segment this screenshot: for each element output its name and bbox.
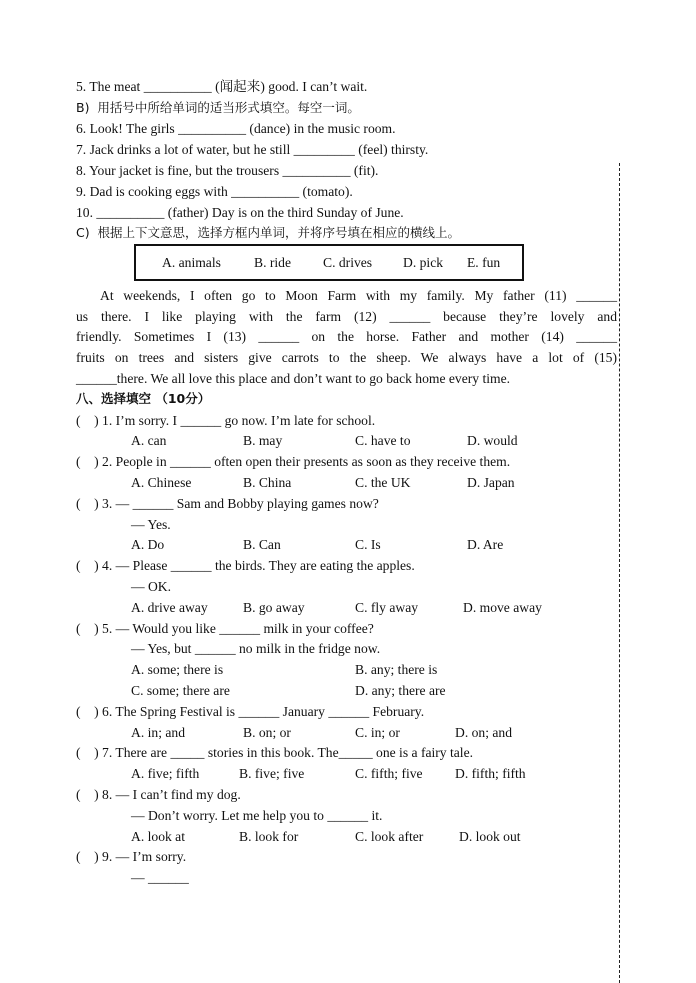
option-b: B. any; there is — [355, 662, 438, 677]
option-a: A. Chinese — [131, 475, 192, 490]
mc-question-1: ( ) 1. I’m sorry. I ______ go now. I’m late for school. — [76, 413, 376, 428]
option-b: B. on; or — [243, 725, 291, 740]
word-box — [134, 244, 524, 281]
passage-line: fruits on trees and sisters give carrots to the sheep. We always have a lot of (15) — [76, 350, 617, 365]
mc-question-2: ( ) 2. People in ______ often open their presents as soon as they receive them. — [76, 454, 511, 469]
question-9: 9. Dad is cooking eggs with __________ (tomato). — [76, 184, 353, 199]
option-d: D. Are — [467, 537, 504, 552]
option-c: C. the UK — [355, 475, 411, 490]
option-c: C. fifth; five — [355, 766, 423, 781]
option-b: B. look for — [239, 829, 299, 844]
option-b: B. five; five — [239, 766, 305, 781]
option-c: C. some; there are — [131, 683, 230, 698]
mc-question-5: ( ) 5. — Would you like ______ milk in your coffee? — [76, 621, 374, 636]
word-option: A. animals — [162, 255, 221, 270]
reply-line: — OK. — [131, 579, 172, 594]
question-7: 7. Jack drinks a lot of water, but he still _________ (feel) thirsty. — [76, 142, 429, 157]
option-a: A. in; and — [131, 725, 185, 740]
option-a: A. Do — [131, 537, 165, 552]
margin-dashed-line — [619, 163, 620, 983]
option-a: A. drive away — [131, 600, 208, 615]
mc-question-3: ( ) 3. — ______ Sam and Bobby playing games now? — [76, 496, 379, 511]
word-option: D. pick — [403, 255, 444, 270]
option-c: C. have to — [355, 433, 411, 448]
word-option: B. ride — [254, 255, 291, 270]
reply-line: — Don’t worry. Let me help you to ______ it. — [131, 808, 383, 823]
section-c-instruction: C) 根据上下文意思，选择方框内单词，并将序号填在相应的横线上。 — [76, 225, 461, 240]
option-b: B. go away — [243, 600, 305, 615]
option-c: C. in; or — [355, 725, 400, 740]
question-8: 8. Your jacket is fine, but the trousers __________ (fit). — [76, 163, 379, 178]
passage-line: us there. I like playing with the farm (12) ______ because they’re lovely and — [76, 309, 617, 324]
option-a: A. five; fifth — [131, 766, 200, 781]
word-option: E. fun — [467, 255, 501, 270]
option-c: C. look after — [355, 829, 424, 844]
option-d: D. any; there are — [355, 683, 446, 698]
mc-question-8: ( ) 8. — I can’t find my dog. — [76, 787, 241, 802]
option-b: B. may — [243, 433, 283, 448]
reply-line: — Yes. — [131, 517, 171, 532]
option-d: D. Japan — [467, 475, 515, 490]
option-a: A. look at — [131, 829, 185, 844]
option-a: A. some; there is — [131, 662, 224, 677]
question-6: 6. Look! The girls __________ (dance) in the music room. — [76, 121, 396, 136]
section-b-instruction: B) 用括号中所给单词的适当形式填空。每空一词。 — [76, 100, 360, 115]
option-d: D. fifth; fifth — [455, 766, 526, 781]
mc-question-7: ( ) 7. There are _____ stories in this book. The_____ one is a fairy tale. — [76, 745, 474, 760]
option-c: C. Is — [355, 537, 381, 552]
option-a: A. can — [131, 433, 167, 448]
option-d: D. would — [467, 433, 518, 448]
mc-question-6: ( ) 6. The Spring Festival is ______ January ______ February. — [76, 704, 425, 719]
word-option: C. drives — [323, 255, 373, 270]
passage-line: ______there. We all love this place and don’t want to go back home every time. — [76, 371, 511, 386]
passage-line: At weekends, I often go to Moon Farm with my family. My father (11) ______ — [100, 288, 617, 303]
reply-line: — ______ — [131, 870, 189, 885]
option-c: C. fly away — [355, 600, 419, 615]
question-10: 10. __________ (father) Day is on the third Sunday of June. — [76, 205, 404, 220]
section-8-title: 八、选择填空 （10分） — [76, 391, 211, 406]
option-d: D. look out — [459, 829, 521, 844]
option-b: B. China — [243, 475, 292, 490]
reply-line: — Yes, but ______ no milk in the fridge now. — [131, 641, 381, 656]
passage-line: friendly. Sometimes I (13) ______ on the horse. Father and mother (14) ______ — [76, 329, 617, 344]
question-5: 5. The meat __________ (闻起来) good. I can’t wait. — [76, 79, 368, 94]
option-b: B. Can — [243, 537, 281, 552]
option-d: D. move away — [463, 600, 542, 615]
mc-question-9: ( ) 9. — I’m sorry. — [76, 849, 187, 864]
mc-question-4: ( ) 4. — Please ______ the birds. They are eating the apples. — [76, 558, 415, 573]
option-d: D. on; and — [455, 725, 513, 740]
